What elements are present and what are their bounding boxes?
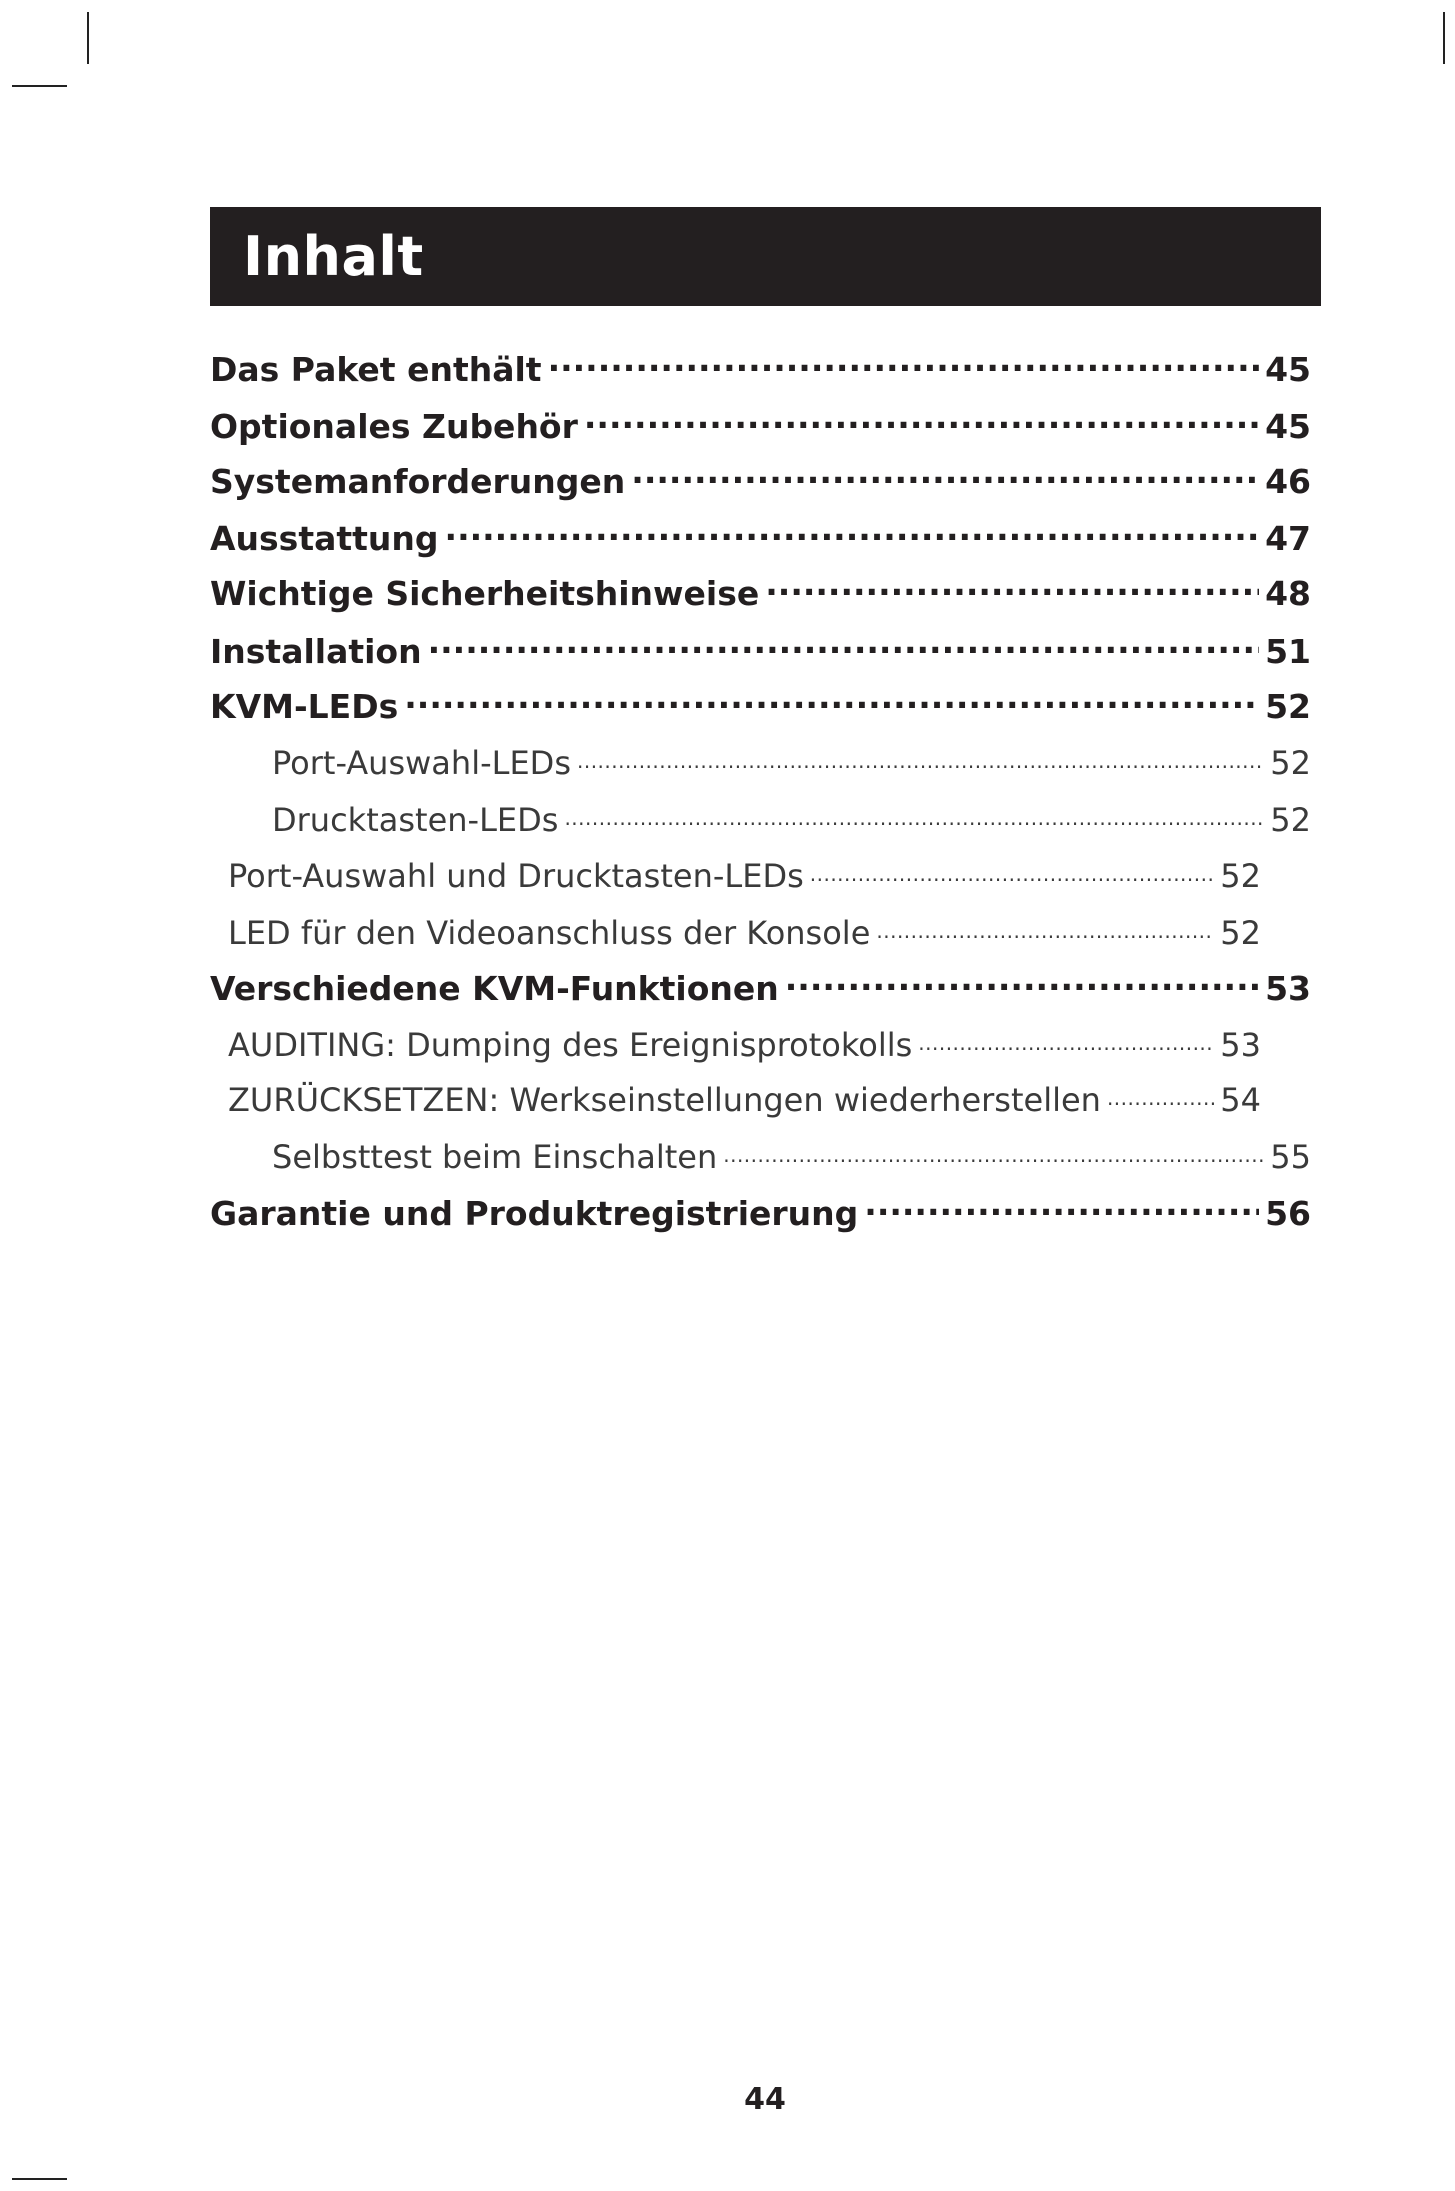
toc-entry-page: 52 [1220, 857, 1261, 895]
toc-dot-leader [577, 742, 1264, 774]
toc-dot-leader [445, 517, 1260, 550]
toc-entry-label: Wichtige Sicherheitshinweise [210, 574, 760, 613]
toc-entry[interactable] [228, 912, 1261, 958]
toc-entry-label: Systemanforderungen [210, 462, 626, 501]
toc-entry-label: Garantie und Produktregistrierung [210, 1194, 859, 1233]
toc-dot-leader [864, 1192, 1259, 1225]
toc-entry[interactable] [210, 685, 1311, 731]
toc-dot-leader [918, 1024, 1214, 1056]
toc-entry[interactable] [210, 967, 1311, 1013]
toc-entry-page: 48 [1265, 574, 1311, 613]
toc-entry[interactable] [210, 348, 1311, 394]
toc-dot-leader [548, 348, 1259, 381]
toc-dot-leader [404, 685, 1259, 718]
toc-dot-leader [785, 967, 1259, 1000]
toc-entry-label: Port-Auswahl und Drucktasten-LEDs [228, 857, 804, 895]
toc-entry[interactable] [272, 799, 1311, 845]
toc-entry[interactable] [228, 1024, 1261, 1070]
toc-entry-label: ZURÜCKSETZEN: Werkseinstellungen wiederherstellen [228, 1081, 1101, 1119]
toc-entry[interactable] [228, 1079, 1261, 1125]
toc-entry-page: 52 [1220, 914, 1261, 952]
toc-dot-leader [723, 1136, 1264, 1168]
toc-entry-page: 52 [1270, 744, 1311, 782]
toc-entry[interactable] [272, 1136, 1311, 1182]
toc-entry-label: AUDITING: Dumping des Ereignisprotokolls [228, 1026, 913, 1064]
toc-dot-leader [810, 855, 1215, 887]
toc-entry-page: 52 [1270, 801, 1311, 839]
toc-entry-page: 52 [1265, 687, 1311, 726]
toc-entry-page: 47 [1265, 519, 1311, 558]
toc-entry-page: 56 [1265, 1194, 1311, 1233]
toc-entry-label: LED für den Videoanschluss der Konsole [228, 914, 871, 952]
toc-entry-label: KVM-LEDs [210, 687, 399, 726]
toc-entry-label: Installation [210, 632, 422, 671]
toc-entry-page: 54 [1220, 1081, 1261, 1119]
toc-entry[interactable] [210, 517, 1311, 563]
toc-dot-leader [428, 630, 1259, 663]
toc-entry-label: Ausstattung [210, 519, 439, 558]
toc-entry[interactable] [210, 630, 1311, 676]
toc-entry-page: 45 [1265, 407, 1311, 446]
toc-entry-page: 46 [1265, 462, 1311, 501]
toc-entry-label: Drucktasten-LEDs [272, 801, 559, 839]
toc-dot-leader [564, 799, 1264, 831]
toc-dot-leader [584, 405, 1259, 438]
toc-entry-label: Verschiedene KVM-Funktionen [210, 969, 779, 1008]
toc-entry-page: 45 [1265, 350, 1311, 389]
toc-dot-leader [631, 460, 1259, 493]
toc-entry-label: Port-Auswahl-LEDs [272, 744, 571, 782]
toc-entry[interactable] [210, 572, 1311, 618]
toc-entry-label: Selbsttest beim Einschalten [272, 1138, 718, 1176]
toc-entry[interactable] [210, 1192, 1311, 1238]
toc-entry[interactable] [210, 460, 1311, 506]
toc-dot-leader [876, 912, 1214, 944]
toc-entry-page: 55 [1270, 1138, 1311, 1176]
page-number: 44 [744, 2082, 786, 2117]
toc-entry[interactable] [228, 855, 1261, 901]
toc-entry-label: Das Paket enthält [210, 350, 542, 389]
toc-entry[interactable] [272, 742, 1311, 788]
toc-entry-label: Optionales Zubehör [210, 407, 578, 446]
toc-entry-page: 51 [1265, 632, 1311, 671]
toc-dot-leader [1107, 1079, 1214, 1111]
page-title: Inhalt [243, 225, 424, 288]
toc-dot-leader [765, 572, 1259, 605]
toc-entry-page: 53 [1220, 1026, 1261, 1064]
toc-entry[interactable] [210, 405, 1311, 451]
toc-entry-page: 53 [1265, 969, 1311, 1008]
